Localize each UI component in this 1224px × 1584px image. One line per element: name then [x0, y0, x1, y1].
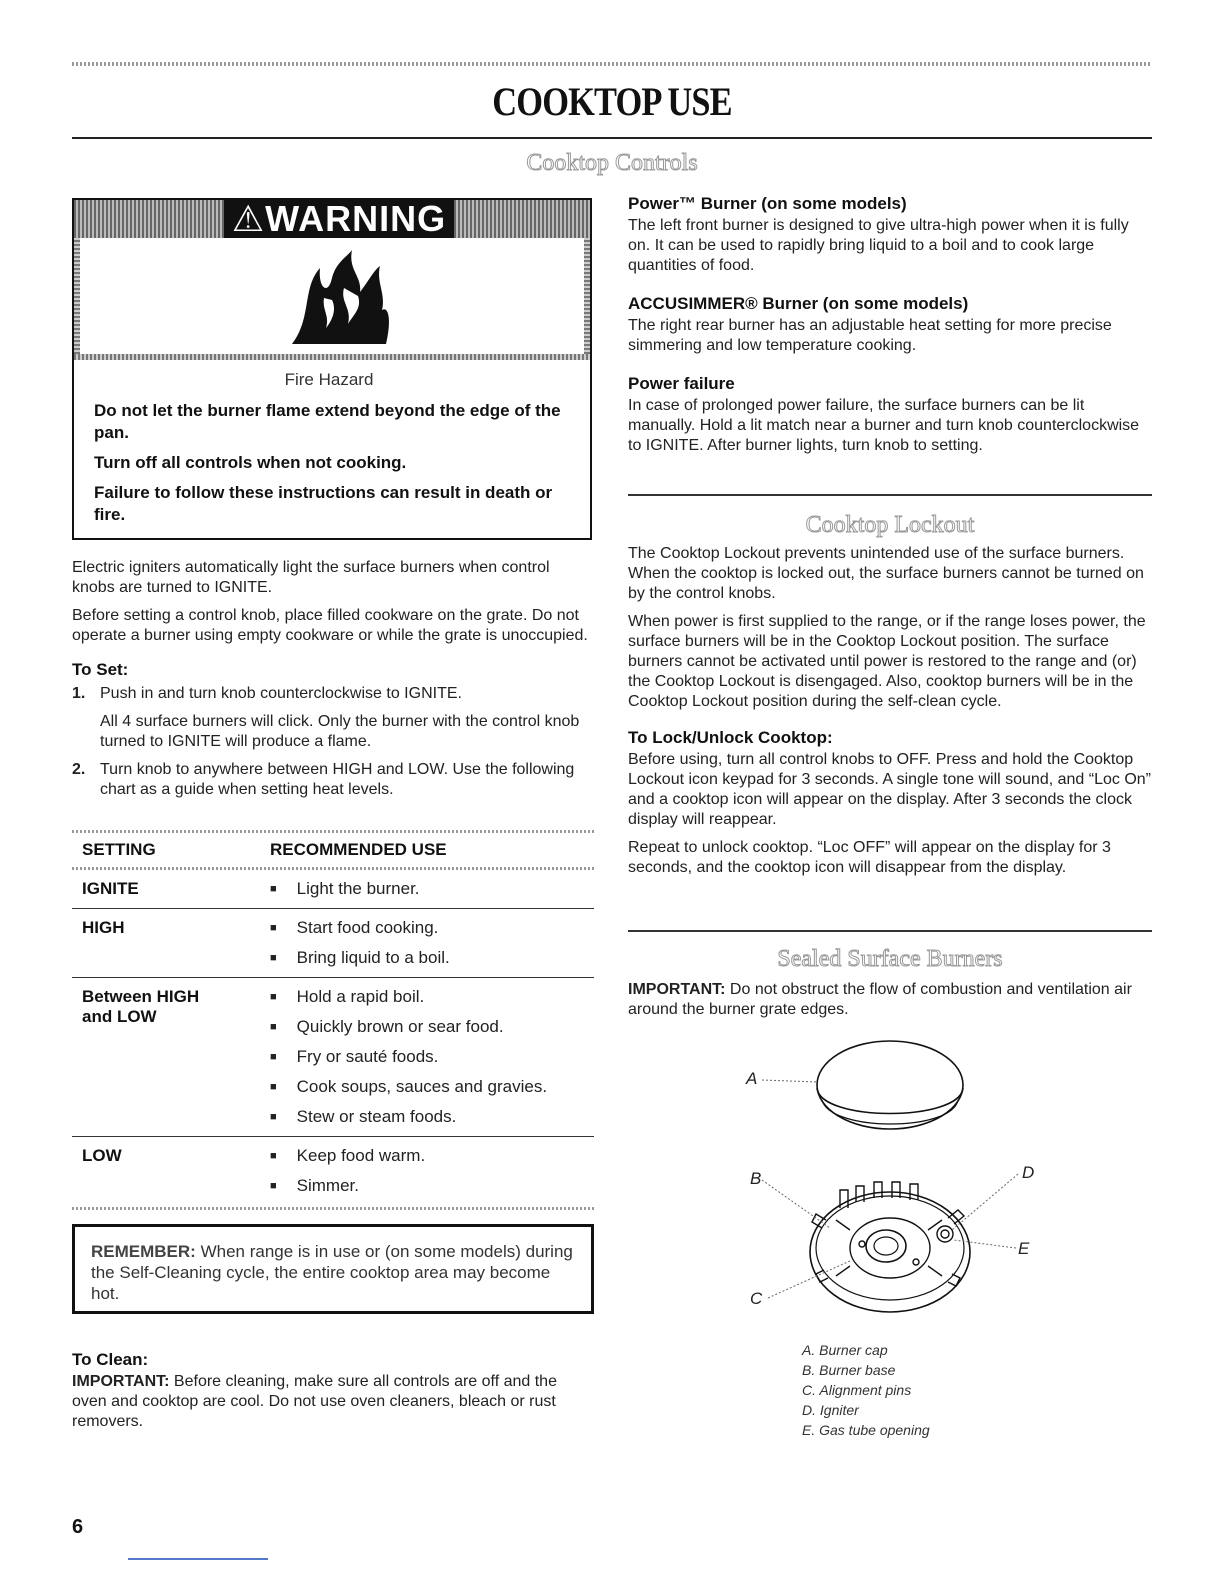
accusimmer-heading: ACCUSIMMER® Burner (on some models) [628, 294, 969, 313]
legend-item: C. Alignment pins [802, 1382, 912, 1398]
step-1-text: Push in and turn knob counterclockwise to IGNITE. [100, 685, 462, 702]
chart-use-item: ■ Bring liquid to a boil. [270, 943, 594, 973]
chart-rows [72, 870, 594, 1205]
chart-row [72, 1137, 594, 1205]
right-column-top [628, 194, 1152, 456]
step-1-note: All 4 surface burners will click. Only the burner with the control knob turned to IGNITE will produce a flame. [100, 713, 580, 750]
chart-col-use: RECOMMENDED USE [270, 840, 447, 859]
chart-use-item: ■ Stew or steam foods. [270, 1102, 594, 1132]
lock-unlock-heading: To Lock/Unlock Cooktop: [628, 728, 833, 747]
power-burner-text: The left front burner is designed to give ultra-high power when it is fully on. It can be used to rapidly bring liquid to a boil and to cook large quantities of food. [628, 217, 1129, 274]
chart-header [72, 833, 594, 867]
to-clean-heading: To Clean: [72, 1350, 149, 1369]
section-title-sealed: Sealed Surface Burners [777, 946, 1003, 972]
lockout-section [628, 544, 1152, 878]
clean-text: Before cleaning, make sure all controls are off and the oven and cooktop are cool. Do not use oven cleaners, bleach or rust removers. [72, 1373, 557, 1430]
sealed-section [628, 980, 1152, 1020]
chart-use-item: ■ Start food cooking. [270, 913, 594, 943]
accusimmer-text: The right rear burner has an adjustable heat setting for more precise simmering and low temperature cooking. [628, 317, 1112, 354]
warning-left-border [74, 238, 80, 354]
warning-divider [74, 354, 590, 360]
diagram-legend [802, 1340, 1042, 1440]
chart-use-item: ■ Cook soups, sauces and gravies. [270, 1072, 594, 1102]
page-number: 6 [72, 1516, 84, 1538]
chart-use-item: ■ Hold a rapid boil. [270, 982, 594, 1012]
label-a: A [746, 1069, 758, 1088]
footer-link-line [128, 1558, 268, 1560]
warning-box [72, 198, 592, 540]
power-failure-text: In case of prolonged power failure, the surface burners can be lit manually. Hold a lit match near a burner and turn knob counterclockwise to IGNITE. After burner lights, turn knob to setting. [628, 397, 1140, 454]
label-d: D [1022, 1163, 1035, 1182]
chart-use-item: ■ Fry or sauté foods. [270, 1042, 594, 1072]
remember-box [72, 1224, 594, 1314]
label-b: B [750, 1169, 762, 1188]
remember-label: REMEMBER: [91, 1242, 196, 1261]
chart-row [72, 870, 594, 909]
heat-chart [72, 830, 594, 1210]
remember-text: When range is in use or (on some models) during the Self-Cleaning cycle, the entire cooktop area may become hot. [91, 1242, 573, 1303]
sealed-text: Do not obstruct the flow of combustion and ventilation air around the burner grate edges. [628, 981, 1132, 1018]
chart-col-setting: SETTING [82, 840, 156, 859]
chart-setting: Between HIGH and LOW [82, 987, 200, 1026]
section-title-controls: Cooktop Controls [526, 150, 698, 176]
step-2-text: Turn knob to anywhere between HIGH and LOW. Use the following chart as a guide when setting heat levels. [100, 761, 575, 798]
left-intro [72, 558, 596, 800]
legend-item: A. Burner cap [802, 1342, 888, 1358]
warning-right-border [584, 238, 590, 354]
power-failure-heading: Power failure [628, 374, 735, 393]
lockout-paragraph-4: Repeat to unlock cooktop. “Loc OFF” will appear on the display for 3 seconds, and the cooktop icon will disappear from the display. [628, 839, 1111, 876]
fire-hazard-label: Fire Hazard [284, 370, 374, 389]
warning-title: ⚠WARNING [224, 200, 454, 238]
step-2: 2. Turn knob to anywhere between HIGH and LOW. Use the following chart as a guide when setting heat levels. [72, 760, 596, 800]
warning-line-3: Failure to follow these instructions can result in death or fire. [94, 483, 553, 524]
to-clean-section [72, 1350, 596, 1432]
cookware-paragraph: Before setting a control knob, place filled cookware on the grate. Do not operate a burner using empty cookware or while the grate is unoccupied. [72, 607, 588, 644]
warning-line-2: Turn off all controls when not cooking. [94, 453, 407, 472]
warning-line-1: Do not let the burner flame extend beyond the edge of the pan. [94, 401, 561, 442]
section-title-lockout: Cooktop Lockout [805, 512, 975, 538]
legend-item: E. Gas tube opening [802, 1422, 930, 1438]
label-c: C [750, 1289, 763, 1308]
burner-cap-drawing [817, 1041, 963, 1129]
label-e: E [1018, 1239, 1030, 1258]
top-dotted-rule [72, 62, 1152, 66]
chart-bottom-rule [72, 1207, 594, 1210]
chart-use-item: ■ Light the burner. [270, 874, 594, 904]
chart-setting: LOW [82, 1146, 122, 1165]
sealed-rule [628, 930, 1152, 932]
chart-use-item: ■ Keep food warm. [270, 1141, 594, 1171]
igniter-paragraph: Electric igniters automatically light the surface burners when control knobs are turned to IGNITE. [72, 559, 550, 596]
burner-diagram [730, 1030, 1050, 1320]
lockout-paragraph-3: Before using, turn all control knobs to OFF. Press and hold the Cooktop Lockout icon keypad for 3 seconds. A single tone will sound, and “Loc On” and a cooktop icon will appear on the display. After 3 seconds the clock display will reappear. [628, 751, 1151, 828]
warning-body [94, 370, 564, 534]
warning-triangle-icon: ⚠ [231, 198, 266, 239]
title-rule [72, 137, 1152, 139]
lockout-paragraph-2: When power is first supplied to the range, or if the range loses power, the surface burners will be in the Cooktop Lockout position. The surface burners cannot be activated until power is restored to the range and (or) the Cooktop Lockout is disengaged. Also, cooktop burners will be in the Cooktop Lockout position during the self-clean cycle. [628, 613, 1146, 710]
chart-use-item: ■ Quickly brown or sear food. [270, 1012, 594, 1042]
lockout-paragraph-1: The Cooktop Lockout prevents unintended use of the surface burners. When the cooktop is locked out, the surface burners cannot be turned on by the control knobs. [628, 545, 1144, 602]
step-1: 1. Push in and turn knob counterclockwise to IGNITE. All 4 surface burners will click. Only the burner with the control knob turned to IGNITE will produce a flame. [72, 684, 596, 752]
page-title: COOKTOP USE [492, 79, 732, 124]
lockout-rule [628, 494, 1152, 496]
power-burner-heading: Power™ Burner (on some models) [628, 194, 907, 213]
clean-important-label: IMPORTANT: [72, 1373, 170, 1390]
fire-icon [282, 248, 394, 348]
chart-row [72, 978, 594, 1137]
chart-use-item: ■ Simmer. [270, 1171, 594, 1201]
to-set-heading: To Set: [72, 660, 129, 679]
chart-setting: HIGH [82, 918, 125, 937]
sealed-important-label: IMPORTANT: [628, 981, 726, 998]
chart-setting: IGNITE [82, 879, 139, 898]
burner-base-drawing [810, 1182, 970, 1312]
legend-item: B. Burner base [802, 1362, 896, 1378]
chart-row [72, 909, 594, 978]
legend-item: D. Igniter [802, 1402, 859, 1418]
